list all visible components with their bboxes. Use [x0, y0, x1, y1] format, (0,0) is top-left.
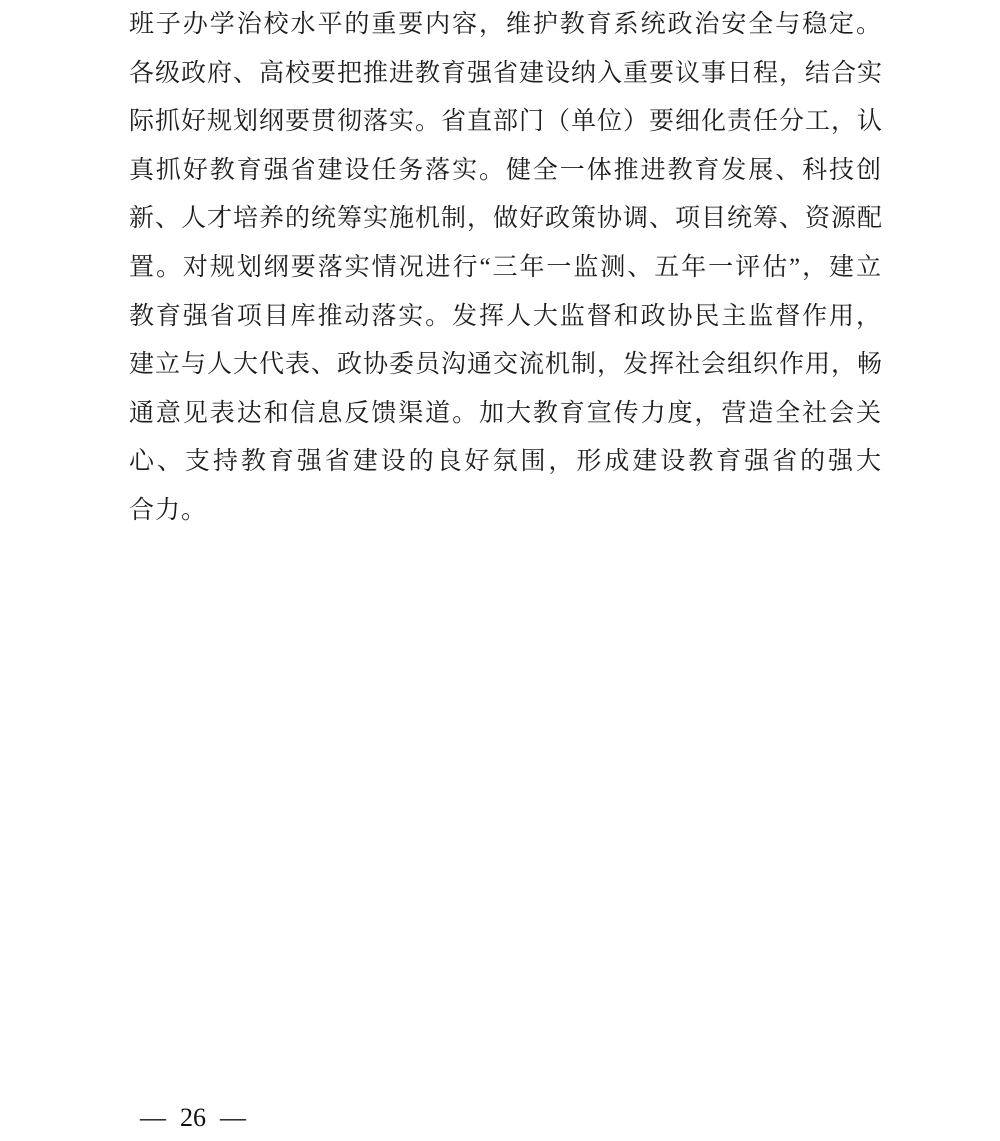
body-text-line: 班子办学治校水平的重要内容，维护教育系统政治安全与稳定。	[129, 11, 882, 38]
body-text-line: 真抓好教育强省建设任务落实。健全一体推进教育发展、科技创	[129, 156, 882, 184]
body-text-line: 合力。	[129, 496, 208, 524]
body-text-block	[129, 1, 882, 536]
page-number-left-dash: —	[140, 1103, 166, 1132]
body-text-line: 各级政府、高校要把推进教育强省建设纳入重要议事日程，结合实	[129, 59, 884, 87]
body-text-line: 新、人才培养的统筹实施机制，做好政策协调、项目统筹、资源配	[129, 205, 884, 233]
page-number-value: 26	[180, 1103, 206, 1132]
body-text-line: 建立与人大代表、政协委员沟通交流机制，发挥社会组织作用，畅	[129, 351, 884, 379]
body-text-line: 通意见表达和信息反馈渠道。加大教育宣传力度，营造全社会关	[129, 399, 882, 427]
body-text-line: 置。对规划纲要落实情况进行“三年一监测、五年一评估”，建立	[129, 253, 882, 281]
page-number-right-dash: —	[220, 1103, 246, 1132]
page-number	[140, 1102, 246, 1134]
body-text-line: 教育强省项目库推动落实。发挥人大监督和政协民主监督作用，	[129, 302, 882, 330]
body-text-line: 际抓好规划纲要贯彻落实。省直部门（单位）要细化责任分工，认	[129, 108, 884, 136]
body-text-line: 心、支持教育强省建设的良好氛围，形成建设教育强省的强大	[129, 448, 882, 476]
